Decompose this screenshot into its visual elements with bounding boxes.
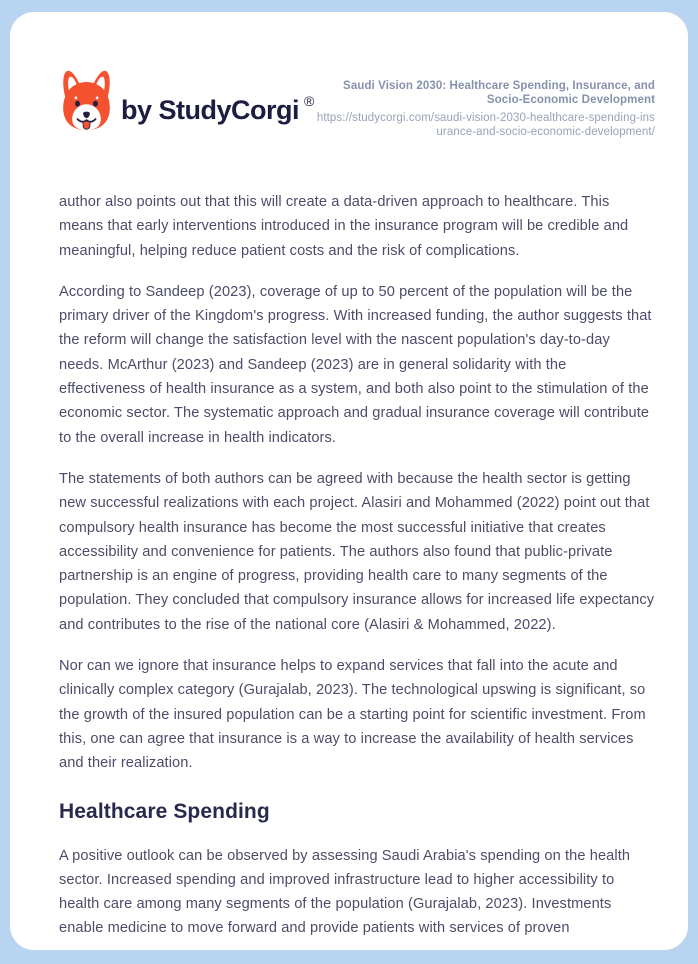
corgi-face-icon — [60, 68, 113, 132]
brand-wordmark — [121, 94, 314, 132]
registered-trademark-symbol: ® — [304, 93, 315, 109]
document-header — [10, 12, 688, 139]
paragraph-5: A positive outlook can be observed by assessing Saudi Arabia's spending on the health sector. Increased spending and improved infrastructure lead to higher accessibility to health care among many segments of the population (Gurajalab, 2023). Investments enable medicine to move forward and provide patients with services of proven — [59, 847, 631, 937]
paragraph-1: author also points out that this will create a data-driven approach to healthcare. This means that early interventions introduced in the insurance program will be credible and meaningful, helping reduce patient costs and the risk of complications. — [59, 194, 629, 259]
paragraph-2: According to Sandeep (2023), coverage of up to 50 percent of the population will be the primary driver of the Kingdom's progress. With increased funding, the author suggests that the reform will change the satisfaction level with the nascent population's day-to-day needs. McArthur (2023) and Sandeep (2023) are in general solidarity with the effectiveness of health insurance as a system, and both also point to the stimulation of the economic sector. The systematic approach and gradual insurance coverage will contribute to the overall increase in health indicators. — [59, 283, 652, 446]
document-meta — [315, 68, 655, 139]
paragraph-3: The statements of both authors can be agreed with because the health sector is getting new successful realizations with each project. Alasiri and Mohammed (2022) point out that compulsory health insurance has become the most successful initiative that creates accessibility and convenience for patients. The authors also found that public-private partnership is an engine of progress, providing health care to many segments of the population. They concluded that compulsory insurance allows for increased life expectancy and contributes to the rise of the national core (Alasiri & Mohammed, 2022). — [59, 470, 655, 633]
section-heading-healthcare-spending: Healthcare Spending — [59, 799, 270, 823]
studycorgi-brand-logo[interactable] — [60, 68, 314, 132]
article-content — [10, 139, 688, 941]
document-title: Saudi Vision 2030: Healthcare Spending, Insurance, and Socio-Economic Development — [343, 80, 655, 106]
document-url-link[interactable]: https://studycorgi.com/saudi-vision-2030-healthcare-spending-insurance-and-socio-economic-development/ — [316, 112, 655, 138]
paragraph-4: Nor can we ignore that insurance helps to expand services that fall into the acute and clinically complex category (Gurajalab, 2023). The technological upswing is significant, so the growth of the insured population can be a starting point for scientific investment. From this, one can agree that insurance is a way to increase the availability of health services and their realization. — [59, 658, 646, 772]
document-card — [10, 12, 688, 950]
brand-label: by StudyCorgi — [121, 95, 300, 125]
page-background — [0, 12, 698, 950]
